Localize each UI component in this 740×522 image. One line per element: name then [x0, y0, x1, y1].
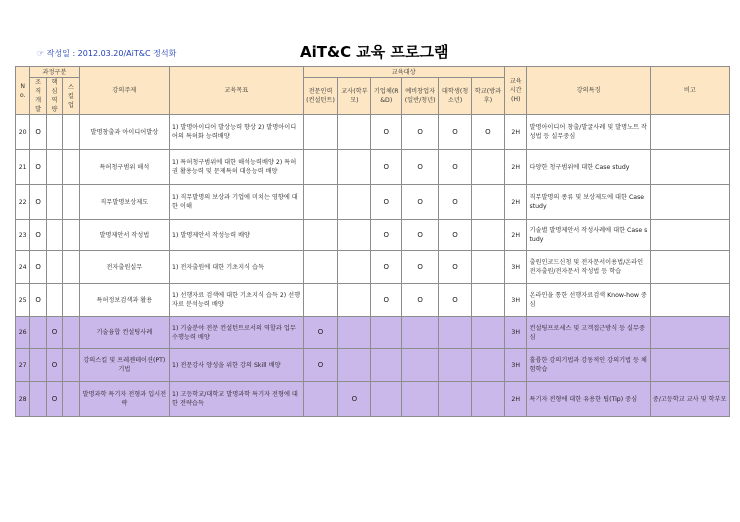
- target-company-mark: [371, 349, 402, 382]
- course-feature: 직무발명의 종류 및 보상제도에 대한 Case study: [527, 185, 650, 220]
- course-remark: [650, 150, 729, 185]
- course-feature: 기술별 발명제안서 작성사례에 대한 Case study: [527, 220, 650, 251]
- target-startup-mark: O: [402, 115, 439, 150]
- target-student-mark: O: [439, 251, 472, 284]
- course-title: 강의스킬 및 프레젠테이션(PT) 기법: [79, 349, 169, 382]
- course-hours: 2H: [504, 382, 527, 417]
- target-company-mark: [371, 382, 402, 417]
- course-goal: 1) 기술분야 전문 컨설턴트로서의 역할과 업무수행능력 배양: [170, 317, 304, 349]
- cat-org-mark: O: [30, 251, 46, 284]
- course-feature: 다양한 청구범위에 대한 Case study: [527, 150, 650, 185]
- course-feature: 컨설팅프로세스 및 고객접근방식 등 실무중심: [527, 317, 650, 349]
- target-startup-mark: O: [402, 220, 439, 251]
- target-company-mark: O: [371, 115, 402, 150]
- cat-org-mark: O: [30, 115, 46, 150]
- target-teacher-mark: [338, 220, 371, 251]
- course-hours: 3H: [504, 317, 527, 349]
- header-cat-skill: 스킬업: [63, 78, 79, 115]
- course-title: 특허청구범위 해석: [79, 150, 169, 185]
- target-startup-mark: O: [402, 150, 439, 185]
- cat-core-mark: O: [46, 382, 62, 417]
- header-remark: 비고: [650, 67, 729, 115]
- cat-skill-mark: [63, 382, 79, 417]
- target-startup-mark: O: [402, 251, 439, 284]
- course-goal: 1) 발명아이디어 발상능력 향상 2) 발명아이디어의 특허화 능력배양: [170, 115, 304, 150]
- target-student-mark: O: [439, 115, 472, 150]
- course-hours: 3H: [504, 284, 527, 317]
- course-title: 전자출원실무: [79, 251, 169, 284]
- row-number: 27: [16, 349, 30, 382]
- cat-skill-mark: [63, 150, 79, 185]
- course-goal: 1) 고등학교/대학교 발명과학 특기자 전형에 대한 전략습득: [170, 382, 304, 417]
- table-row: [16, 349, 730, 382]
- course-feature: 발명아이디어 창출/발굴사례 및 발명노트 작성법 등 실무중심: [527, 115, 650, 150]
- target-startup-mark: [402, 382, 439, 417]
- target-company-mark: O: [371, 150, 402, 185]
- target-teacher-mark: O: [338, 382, 371, 417]
- table-row: [16, 284, 730, 317]
- course-remark: [650, 251, 729, 284]
- target-expert-mark: O: [303, 349, 338, 382]
- cat-org-mark: O: [30, 284, 46, 317]
- cat-core-mark: [46, 115, 62, 150]
- course-remark: [650, 185, 729, 220]
- target-expert-mark: O: [303, 317, 338, 349]
- header-course: 강의주제: [79, 67, 169, 115]
- row-number: 28: [16, 382, 30, 417]
- table-row: [16, 150, 730, 185]
- course-remark: 중/고등학교 교사 및 학부모: [650, 382, 729, 417]
- course-title: 발명창출과 아이디어발상: [79, 115, 169, 150]
- row-number: 25: [16, 284, 30, 317]
- target-expert-mark: [303, 251, 338, 284]
- course-title: 발명제안서 작성법: [79, 220, 169, 251]
- course-hours: 2H: [504, 115, 527, 150]
- target-school-mark: [471, 185, 504, 220]
- course-remark: [650, 284, 729, 317]
- course-title: 기술융합 컨설팅사례: [79, 317, 169, 349]
- course-goal: 1) 직무발명의 보상과 기업에 미치는 영향에 대한 이해: [170, 185, 304, 220]
- row-number: 22: [16, 185, 30, 220]
- target-company-mark: O: [371, 220, 402, 251]
- row-number: 26: [16, 317, 30, 349]
- cat-core-mark: [46, 185, 62, 220]
- cat-core-mark: O: [46, 349, 62, 382]
- header-note: ☞ 작성일 : 2012.03.20/AiT&C 정석화: [37, 49, 177, 58]
- course-hours: 3H: [504, 349, 527, 382]
- table-row: [16, 115, 730, 150]
- target-expert-mark: [303, 220, 338, 251]
- cat-core-mark: [46, 251, 62, 284]
- header-no: No.: [16, 67, 30, 115]
- course-goal: 1) 전문강사 양성을 위한 강의 Skill 배양: [170, 349, 304, 382]
- header-target-company: 기업체(R&D): [371, 78, 402, 115]
- course-feature: 온라인을 통한 선행자료검색 Know-how 중심: [527, 284, 650, 317]
- table-row: [16, 220, 730, 251]
- target-teacher-mark: [338, 317, 371, 349]
- target-school-mark: [471, 150, 504, 185]
- target-company-mark: [371, 317, 402, 349]
- header-target: 교육대상: [303, 67, 504, 78]
- course-feature: 훌륭한 강의기법과 강동적인 강의기법 등 체험학습: [527, 349, 650, 382]
- course-goal: 1) 발명제안서 작성능력 배양: [170, 220, 304, 251]
- course-title: 발명과학 특기자 전형과 입시전략: [79, 382, 169, 417]
- page-title: AiT&C 교육 프로그램: [300, 43, 449, 61]
- cat-skill-mark: [63, 317, 79, 349]
- target-startup-mark: O: [402, 284, 439, 317]
- header-target-school: 학교(방과후): [471, 78, 504, 115]
- course-hours: 3H: [504, 251, 527, 284]
- course-remark: [650, 220, 729, 251]
- target-expert-mark: [303, 115, 338, 150]
- cat-skill-mark: [63, 349, 79, 382]
- target-expert-mark: [303, 150, 338, 185]
- row-number: 21: [16, 150, 30, 185]
- cat-core-mark: [46, 220, 62, 251]
- target-expert-mark: [303, 185, 338, 220]
- target-teacher-mark: [338, 185, 371, 220]
- cat-skill-mark: [63, 220, 79, 251]
- target-school-mark: [471, 220, 504, 251]
- course-hours: 2H: [504, 185, 527, 220]
- target-company-mark: O: [371, 284, 402, 317]
- target-student-mark: [439, 382, 472, 417]
- table-row: [16, 317, 730, 349]
- header-cat-core: 핵심역량: [46, 78, 62, 115]
- header-category: 과정구분: [30, 67, 79, 78]
- target-company-mark: O: [371, 251, 402, 284]
- table-row: [16, 382, 730, 417]
- row-number: 23: [16, 220, 30, 251]
- cat-skill-mark: [63, 251, 79, 284]
- cat-skill-mark: [63, 185, 79, 220]
- table-row: [16, 185, 730, 220]
- target-company-mark: O: [371, 185, 402, 220]
- cat-skill-mark: [63, 284, 79, 317]
- header-cat-org: 조직개발: [30, 78, 46, 115]
- target-student-mark: O: [439, 284, 472, 317]
- cat-core-mark: [46, 284, 62, 317]
- target-student-mark: O: [439, 150, 472, 185]
- cat-core-mark: O: [46, 317, 62, 349]
- target-startup-mark: [402, 349, 439, 382]
- target-school-mark: [471, 382, 504, 417]
- target-startup-mark: O: [402, 185, 439, 220]
- course-title: 특허정보검색과 활용: [79, 284, 169, 317]
- target-school-mark: [471, 251, 504, 284]
- header-goal: 교육목표: [170, 67, 304, 115]
- row-number: 20: [16, 115, 30, 150]
- program-table: [15, 66, 730, 417]
- target-student-mark: O: [439, 185, 472, 220]
- row-number: 24: [16, 251, 30, 284]
- course-goal: 1) 전자출원에 대한 기초지식 습득: [170, 251, 304, 284]
- course-remark: [650, 115, 729, 150]
- header-hours: 교육시간(H): [504, 67, 527, 115]
- header-target-teacher: 교사(학부모): [338, 78, 371, 115]
- cat-skill-mark: [63, 115, 79, 150]
- target-expert-mark: [303, 382, 338, 417]
- target-expert-mark: [303, 284, 338, 317]
- target-teacher-mark: [338, 349, 371, 382]
- target-school-mark: [471, 284, 504, 317]
- target-teacher-mark: [338, 150, 371, 185]
- header-target-expert: 전문인력(컨설턴트): [303, 78, 338, 115]
- target-school-mark: [471, 349, 504, 382]
- target-student-mark: O: [439, 220, 472, 251]
- cat-org-mark: O: [30, 150, 46, 185]
- course-title: 직무발명보상제도: [79, 185, 169, 220]
- cat-org-mark: [30, 349, 46, 382]
- cat-org-mark: [30, 382, 46, 417]
- target-teacher-mark: [338, 284, 371, 317]
- target-teacher-mark: [338, 115, 371, 150]
- course-goal: 1) 특허청구범위에 대한 해석능력배양 2) 특허권 활용능력 및 문제특허 대응능력 배양: [170, 150, 304, 185]
- course-goal: 1) 선행자료 검색에 대한 기초지식 습득 2) 선행자료 분석능력 배양: [170, 284, 304, 317]
- cat-core-mark: [46, 150, 62, 185]
- course-hours: 2H: [504, 220, 527, 251]
- header-feature: 강의특징: [527, 67, 650, 115]
- target-student-mark: [439, 317, 472, 349]
- target-teacher-mark: [338, 251, 371, 284]
- course-remark: [650, 349, 729, 382]
- course-hours: 2H: [504, 150, 527, 185]
- table-row: [16, 251, 730, 284]
- cat-org-mark: O: [30, 220, 46, 251]
- cat-org-mark: O: [30, 185, 46, 220]
- target-student-mark: [439, 349, 472, 382]
- target-school-mark: O: [471, 115, 504, 150]
- target-startup-mark: [402, 317, 439, 349]
- target-school-mark: [471, 317, 504, 349]
- course-feature: 특기자 전형에 대한 유용한 팁(Tip) 중심: [527, 382, 650, 417]
- cat-org-mark: [30, 317, 46, 349]
- course-feature: 출원인코드신청 및 전자문서이용법/온라인 전자출원/전자문서 작성법 등 학습: [527, 251, 650, 284]
- header-target-startup: 예비창업자(일반/청년): [402, 78, 439, 115]
- course-remark: [650, 317, 729, 349]
- header-target-student: 대학생(청소년): [439, 78, 472, 115]
